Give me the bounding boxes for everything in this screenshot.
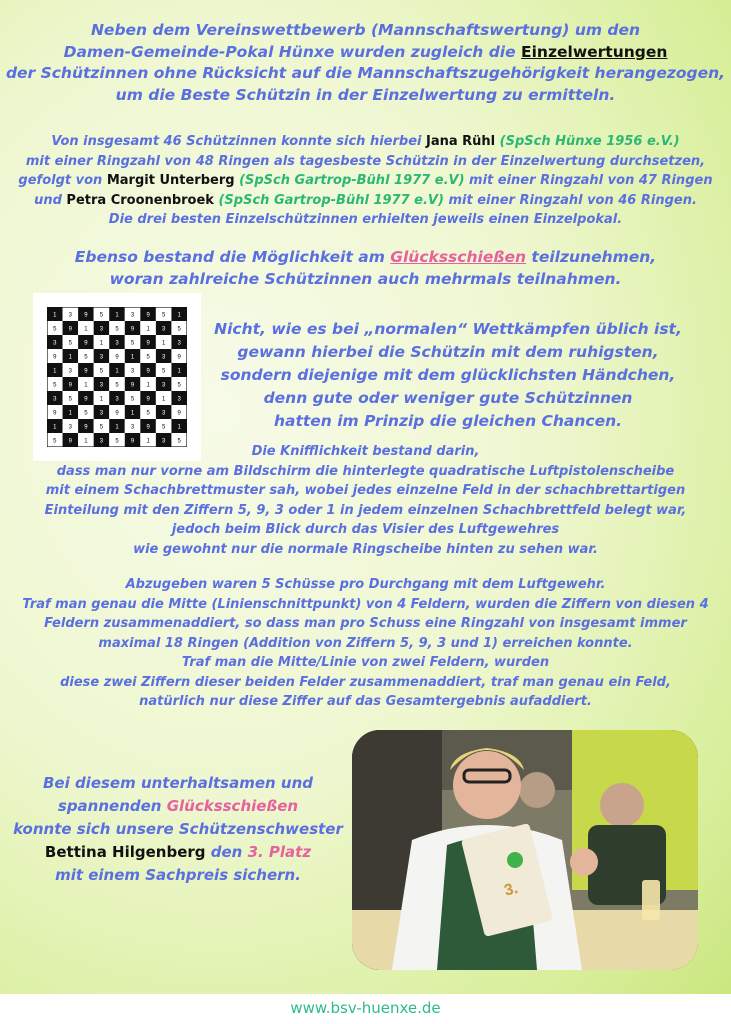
board-cell-number: 1 bbox=[53, 312, 57, 319]
board-cell-number: 9 bbox=[84, 396, 88, 403]
board-cell-number: 3 bbox=[68, 368, 73, 375]
second-name: Margit Unterberg bbox=[106, 173, 235, 188]
text-line: Damen-Gemeinde-Pokal Hünxe wurden zugleich die bbox=[63, 42, 522, 61]
board-cell-number: 1 bbox=[115, 424, 119, 431]
board-cell-number: 9 bbox=[68, 438, 73, 445]
website-link[interactable]: www.bsv-huenxe.de bbox=[290, 999, 441, 1017]
text-line: Feldern zusammenaddiert, so dass man pro Schuss eine Ringzahl von insgesamt immer bbox=[44, 616, 687, 631]
board-cell-number: 3 bbox=[115, 396, 119, 403]
board-cell-number: 9 bbox=[84, 368, 88, 375]
text-line: Bei diesem unterhaltsamen und bbox=[42, 774, 314, 792]
text-line: Einteilung mit den Ziffern 5, 9, 3 oder 1 in jedem einzelnen Schachbrettfeld belegt war, bbox=[44, 502, 687, 518]
board-cell-number: 9 bbox=[130, 438, 135, 445]
board-cell-number: 3 bbox=[177, 340, 181, 347]
board-cell-number: 1 bbox=[84, 382, 88, 389]
board-cell-number: 9 bbox=[146, 340, 150, 347]
checkerboard-grid bbox=[47, 307, 187, 447]
board-cell-number: 1 bbox=[99, 396, 104, 403]
text-line: Traf man die Mitte/Linie von zwei Feldern, wurden bbox=[181, 655, 550, 670]
board-cell-number: 5 bbox=[115, 382, 119, 389]
text-line: sondern diejenige mit dem glücklichsten Händchen, bbox=[220, 366, 676, 384]
text-line: gewann hierbei die Schützin mit dem ruhigsten, bbox=[237, 343, 659, 361]
text-line: Traf man genau die Mitte (Linienschnittpunkt) von 4 Feldern, wurden die Ziffern von diesen 4 bbox=[22, 596, 709, 612]
board-cell-number: 1 bbox=[130, 354, 135, 361]
board-cell-number: 3 bbox=[130, 368, 135, 375]
text-line: wie gewohnt nur die normale Ringscheibe hinten zu sehen war. bbox=[133, 541, 598, 557]
board-cell-number: 9 bbox=[177, 410, 181, 417]
board-cell-number: 1 bbox=[53, 424, 57, 431]
text-line: Die drei besten Einzelschützinnen erhielten jeweils einen Einzelpokal. bbox=[108, 212, 623, 227]
winner-photo bbox=[352, 730, 698, 970]
board-cell-number: 1 bbox=[99, 340, 104, 347]
club-name: (SpSch Gartrop-Bühl 1977 e.V) bbox=[234, 173, 465, 188]
board-cell-number: 3 bbox=[130, 312, 135, 319]
board-cell-number: 3 bbox=[115, 340, 119, 347]
club-name: (SpSch Gartrop-Bühl 1977 e.V) bbox=[213, 192, 444, 208]
board-cell-number: 5 bbox=[115, 326, 119, 333]
text-line: und bbox=[34, 192, 67, 208]
text-line: gefolgt von bbox=[18, 173, 107, 188]
text-line: konnte sich unsere Schützenschwester bbox=[13, 820, 343, 838]
board-cell-number: 5 bbox=[161, 368, 166, 375]
board-cell-number: 3 bbox=[68, 312, 73, 319]
board-cell-number: 5 bbox=[177, 438, 181, 445]
board-cell-number: 5 bbox=[146, 410, 150, 417]
board-cell-number: 9 bbox=[130, 326, 135, 333]
board-cell-number: 5 bbox=[99, 368, 104, 375]
board-cell-number: 9 bbox=[84, 340, 88, 347]
board-cell-number: 3 bbox=[53, 396, 57, 403]
text-line: Nicht, wie es bei „normalen“ Wettkämpfen üblich ist, bbox=[214, 320, 682, 338]
board-cell-number: 9 bbox=[146, 368, 150, 375]
text-line: diese zwei Ziffern dieser beiden Felder zusammenaddiert, traf man genau ein Feld, bbox=[60, 674, 671, 690]
difficulty-paragraph bbox=[0, 442, 731, 559]
text-line: Von insgesamt 46 Schützinnen konnte sich hierbei bbox=[51, 134, 426, 149]
third-place-name: Bettina Hilgenberg bbox=[44, 843, 206, 861]
board-cell-number: 1 bbox=[68, 410, 73, 417]
board-cell-number: 5 bbox=[53, 326, 57, 333]
board-cell-number: 5 bbox=[53, 438, 57, 445]
board-cell-number: 5 bbox=[84, 354, 88, 361]
board-cell-number: 5 bbox=[68, 340, 73, 347]
text-line: mit einer Ringzahl von 46 Ringen. bbox=[443, 192, 697, 208]
text-line: dass man nur vorne am Bildschirm die hinterlegte quadratische Luftpistolenscheibe bbox=[56, 463, 675, 479]
text-line: natürlich nur diese Ziffer auf das Gesamtergebnis aufaddiert. bbox=[139, 694, 592, 709]
club-name: (SpSch Hünxe 1956 e.V.) bbox=[495, 134, 680, 149]
board-cell-number: 3 bbox=[161, 410, 166, 417]
board-cell-number: 3 bbox=[99, 326, 104, 333]
third-place-paragraph bbox=[0, 772, 356, 887]
footer bbox=[0, 994, 731, 1024]
text-line: mit einer Ringzahl von 48 Ringen als tagesbeste Schützin in der Einzelwertung durchsetzen, bbox=[25, 153, 706, 169]
text-line: denn gute oder weniger gute Schützinnen bbox=[263, 389, 633, 407]
intro-paragraph bbox=[0, 20, 731, 106]
third-place-label: 3. Platz bbox=[247, 843, 312, 861]
text-line: Abzugeben waren 5 Schüsse pro Durchgang mit dem Luftgewehr. bbox=[125, 577, 606, 592]
board-cell-number: 1 bbox=[146, 382, 150, 389]
board-cell-number: 1 bbox=[177, 424, 181, 431]
board-cell-number: 5 bbox=[130, 340, 135, 347]
board-cell-number: 1 bbox=[130, 410, 135, 417]
prize-card-text: 3. bbox=[502, 879, 520, 900]
board-cell-number: 5 bbox=[84, 410, 88, 417]
text-line: teilzunehmen, bbox=[526, 248, 657, 266]
board-cell-number: 3 bbox=[99, 410, 104, 417]
board-cell-number: 1 bbox=[161, 340, 166, 347]
board-cell-number: 3 bbox=[99, 354, 104, 361]
lucky-shooting-intro bbox=[0, 247, 731, 290]
board-cell-number: 1 bbox=[177, 312, 181, 319]
text-line: Die Knifflichkeit bestand darin, bbox=[251, 444, 480, 459]
board-cell-number: 3 bbox=[99, 382, 104, 389]
board-cell-number: 5 bbox=[115, 438, 119, 445]
highlight-gluecksschiessen: Glücksschießen bbox=[390, 248, 527, 266]
board-cell-number: 9 bbox=[146, 424, 150, 431]
board-cell-number: 5 bbox=[99, 312, 104, 319]
board-cell-number: 1 bbox=[115, 368, 119, 375]
text-line: maximal 18 Ringen (Addition von Ziffern 5, 9, 3 und 1) erreichen konnte. bbox=[98, 635, 633, 651]
board-cell-number: 9 bbox=[68, 382, 73, 389]
board-cell-number: 1 bbox=[146, 326, 150, 333]
board-cell-number: 1 bbox=[53, 368, 57, 375]
text-line: Ebenso bestand die Möglichkeit am bbox=[74, 248, 391, 266]
board-cell-number: 1 bbox=[68, 354, 73, 361]
text-line: den bbox=[205, 843, 248, 861]
board-cell-number: 3 bbox=[161, 438, 166, 445]
board-cell-number: 3 bbox=[130, 424, 135, 431]
board-cell-number: 1 bbox=[161, 396, 166, 403]
board-cell-number: 1 bbox=[84, 438, 88, 445]
board-cell-number: 3 bbox=[161, 382, 166, 389]
third-name: Petra Croonenbroek bbox=[66, 192, 214, 208]
board-cell-number: 5 bbox=[53, 382, 57, 389]
board-cell-number: 5 bbox=[146, 354, 150, 361]
results-paragraph bbox=[0, 132, 731, 230]
board-cell-number: 1 bbox=[115, 312, 119, 319]
text-line: Neben dem Vereinswettbewerb (Mannschaftswertung) um den bbox=[90, 21, 641, 39]
board-cell-number: 5 bbox=[177, 382, 181, 389]
board-cell-number: 3 bbox=[161, 326, 166, 333]
board-cell-number: 9 bbox=[68, 326, 73, 333]
text-line: mit einer Ringzahl von 47 Ringen bbox=[464, 173, 713, 188]
board-cell-number: 5 bbox=[161, 424, 166, 431]
text-line: jedoch beim Blick durch das Visier des Luftgewehres bbox=[171, 522, 560, 537]
board-cell-number: 3 bbox=[53, 340, 57, 347]
board-cell-number: 5 bbox=[99, 424, 104, 431]
photo-illustration bbox=[352, 730, 698, 970]
board-cell-number: 5 bbox=[161, 312, 166, 319]
text-line: woran zahlreiche Schützinnen auch mehrmals teilnahmen. bbox=[109, 269, 622, 288]
chance-paragraph bbox=[208, 318, 688, 433]
text-line: spannenden bbox=[57, 797, 167, 815]
board-cell-number: 9 bbox=[84, 312, 88, 319]
board-cell-number: 9 bbox=[177, 354, 181, 361]
rules-paragraph bbox=[0, 575, 731, 712]
text-line: der Schützinnen ohne Rücksicht auf die Mannschaftszugehörigkeit herangezogen, bbox=[5, 64, 726, 82]
board-cell-number: 3 bbox=[99, 438, 104, 445]
board-cell-number: 1 bbox=[177, 368, 181, 375]
board-cell-number: 1 bbox=[146, 438, 150, 445]
board-cell-number: 9 bbox=[146, 312, 150, 319]
board-cell-number: 9 bbox=[53, 410, 57, 417]
board-cell-number: 9 bbox=[146, 396, 150, 403]
board-cell-number: 1 bbox=[84, 326, 88, 333]
board-cell-number: 3 bbox=[161, 354, 166, 361]
board-cell-number: 9 bbox=[84, 424, 88, 431]
text-line: mit einem Schachbrettmuster sah, wobei jedes einzelne Feld in der schachbrettartigen bbox=[45, 483, 686, 498]
text-line: mit einem Sachpreis sichern. bbox=[55, 866, 301, 884]
text-line: um die Beste Schützin in der Einzelwertung zu ermitteln. bbox=[115, 85, 616, 104]
highlight-einzelwertungen: Einzelwertungen bbox=[521, 42, 668, 61]
board-cell-number: 5 bbox=[68, 396, 73, 403]
board-cell-number: 3 bbox=[68, 424, 73, 431]
winner-name: Jana Rühl bbox=[426, 134, 496, 149]
board-cell-number: 5 bbox=[177, 326, 181, 333]
board-cell-number: 3 bbox=[177, 396, 181, 403]
text-line: hatten im Prinzip die gleichen Chancen. bbox=[273, 412, 623, 430]
board-cell-number: 9 bbox=[130, 382, 135, 389]
highlight-gluecksschiessen: Glücksschießen bbox=[166, 797, 299, 815]
board-cell-number: 9 bbox=[115, 410, 119, 417]
board-cell-number: 5 bbox=[130, 396, 135, 403]
board-cell-number: 9 bbox=[115, 354, 119, 361]
board-cell-number: 9 bbox=[53, 354, 57, 361]
checkerboard-target bbox=[33, 293, 201, 461]
